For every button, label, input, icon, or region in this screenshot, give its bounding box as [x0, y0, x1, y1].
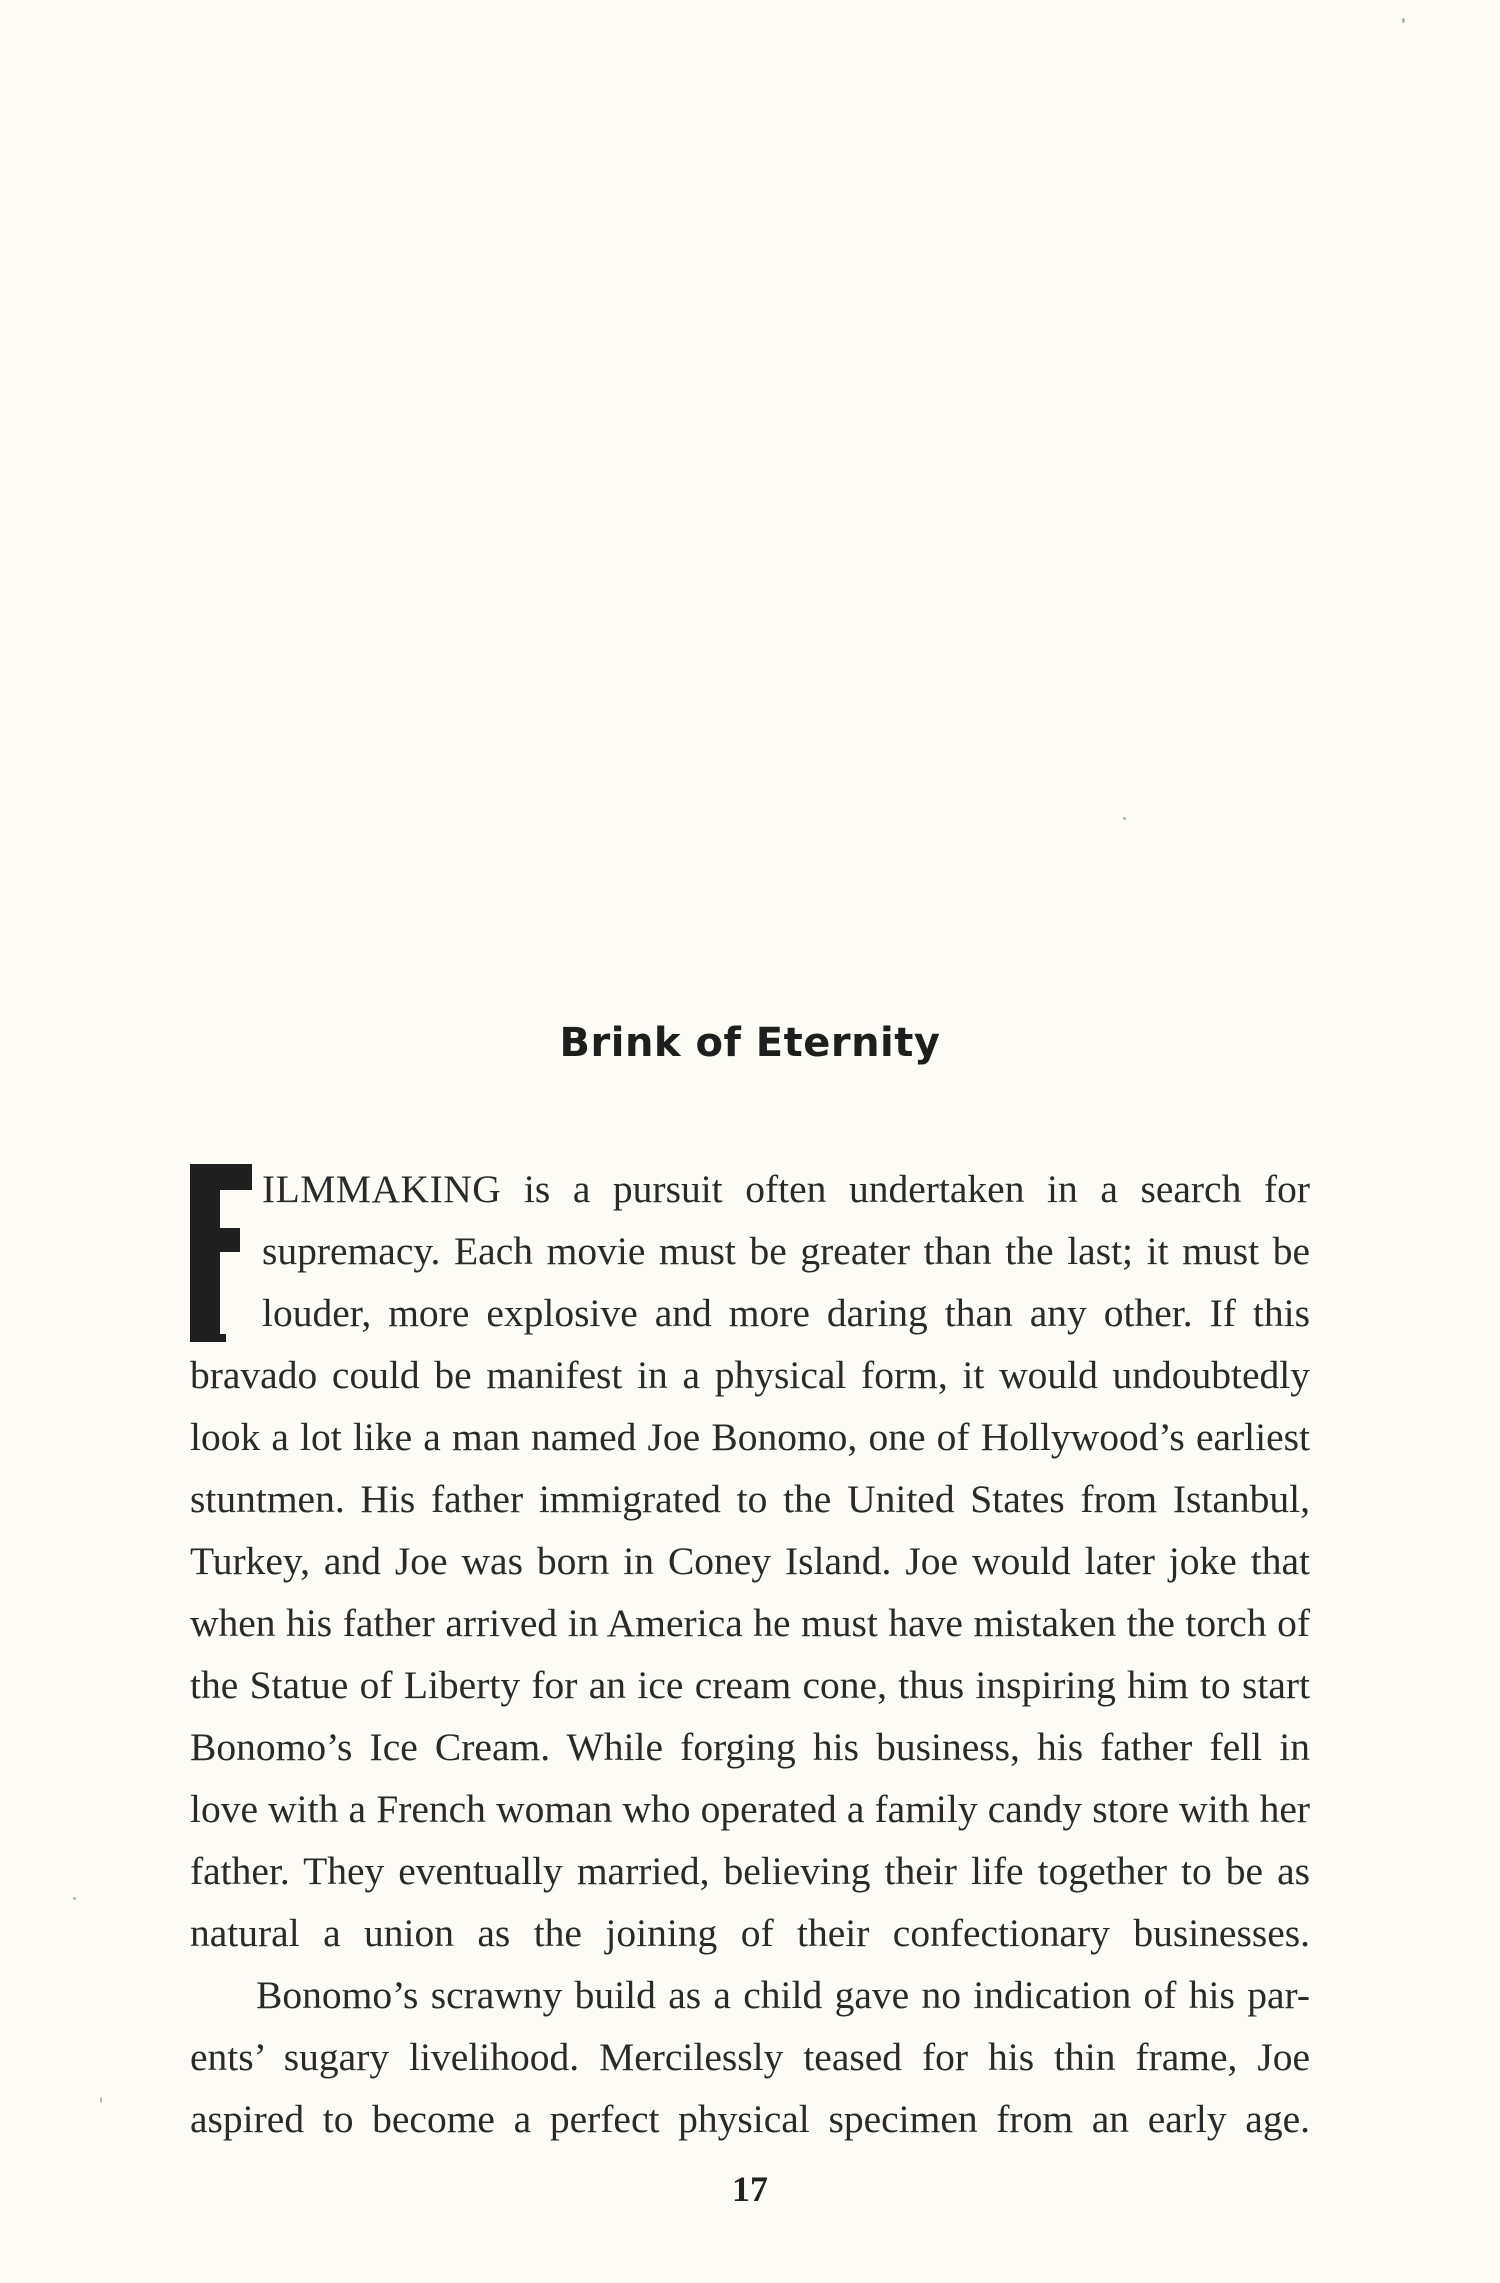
text-line: of the Statue of Liberty for an ice cream cone, thus inspiring him to	[190, 1601, 1311, 1707]
text-line: when his father arrived in America he must have mistaken the torch	[190, 1601, 1267, 1645]
text-line: her father. They eventually married, believing their life together to	[190, 1787, 1310, 1893]
paper-speck	[73, 1897, 76, 1900]
page-number: 17	[732, 2169, 768, 2209]
body-text	[190, 1158, 1310, 2150]
text-line: look a lot like a man named Joe Bonomo, one of Hollywood’s earliest	[190, 1415, 1310, 1459]
text-line: ents’ sugary livelihood. Mercilessly teased for his thin frame, Joe	[190, 2035, 1310, 2079]
text-line: Turkey, and Joe was born in Coney Island. Joe would later joke that	[190, 1539, 1310, 1583]
dropcap-lead-word: ILMMAKING	[262, 1167, 502, 1211]
text-line: Bonomo’s scrawny build as a child gave no indication of his par-	[256, 1973, 1310, 2017]
text-line: is a pursuit often undertaken in a search for	[501, 1167, 1310, 1211]
dropcap	[190, 1164, 252, 1342]
paragraph-2	[190, 1964, 1310, 2150]
text-line: start Bonomo’s Ice Cream. While forging his business, his father fell	[190, 1663, 1310, 1769]
text-line: be as natural a union as the joining of their confectionary businesses.	[190, 1849, 1311, 1955]
text-line: stuntmen. His father immigrated to the United States from Istanbul,	[190, 1477, 1310, 1521]
paper-speck	[1123, 817, 1126, 820]
text-line: bravado could be manifest in a physical form, it would undoubtedly	[190, 1353, 1310, 1397]
chapter-title: Brink of Eternity	[559, 1020, 941, 1066]
paragraph-1	[190, 1158, 1310, 1964]
dropcap-f-glyph	[190, 1164, 252, 1342]
text-line: aspired to become a perfect physical specimen from an early age.	[190, 2097, 1310, 2141]
text-line: in love with a French woman who operated a family candy store with	[190, 1725, 1311, 1831]
paper-speck	[1402, 18, 1405, 23]
text-line: supremacy. Each movie must be greater than the last; it must be	[262, 1229, 1310, 1273]
text-line: louder, more explosive and more daring than any other. If this	[262, 1291, 1310, 1335]
paper-speck	[100, 2097, 102, 2103]
